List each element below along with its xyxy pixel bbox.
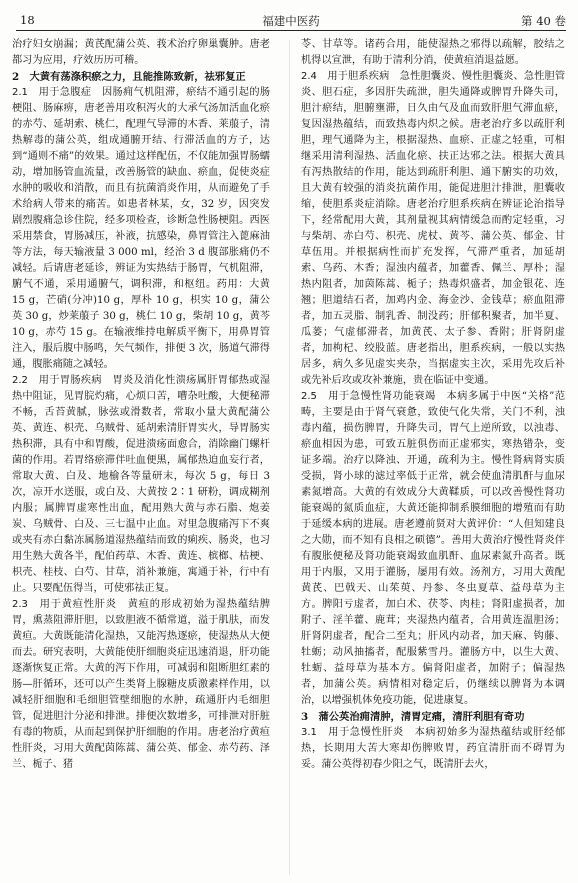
journal-title: 福建中医药 — [262, 14, 320, 28]
subsection-title: 用于急慢性肾功能衰竭 — [328, 391, 436, 402]
subsection-text: 胃炎及消化性溃疡属肝胃郁热或湿热中阻证，见胃脘灼痛，心烦口苦，嘈杂吐酸，大便秘滞不畅，舌苔黄腻，脉弦或滑数者，常取小量大黄配蒲公英、黄连、枳壳、乌贼骨、延胡索清肝胃实火，导胃肠实热积滞，具有中和胃酸，促进溃疡面愈合，消除幽门螺杆菌的作用。若胃络瘀滞伴吐血便黑，属郁热迫血妄行者，常取大黄、白及、地榆各等量研末，每次 5 g，每日 3 次，凉开水送服，或白及、大黄按 2∶1 研粉，调成糊剂内服；属脾胃虚寒性出血，配用熟大黄与赤石脂、炮姜炭、乌贼骨、白及、三七温中止血。对里急腹痛泻下不爽或夹有赤白黏冻属肠道湿热蕴结而致的痢疾、肠炎，也习用生熟大黄各半，配伯药草、木香、黄连、槟榔、枯梗、枳壳、桂枝、白芍、甘草，消补兼施，寓通于补，行中有止。只要配伍得当，可使邪祛正复。 — [12, 375, 271, 594]
section-2-title: 2 大黄有荡涤积瘀之力，且能推陈致新，祛邪复正 — [12, 71, 246, 83]
page-number: 18 — [20, 13, 35, 27]
intro-paragraph: 治疗妇女崩漏；黄芪配蒲公英、莪术治疗卵巢囊肿。唐老都习为应用，疗效历历可稽。 — [12, 39, 270, 66]
subsection-number: 3.1 — [301, 727, 317, 738]
subsection-2-4 — [301, 69, 565, 389]
subsection-title: 用于胃肠疾病 — [38, 375, 102, 386]
subsection-number: 2.5 — [301, 391, 317, 402]
section-3-title: 3 蒲公英治痈清肿，清胃定痛，清肝利胆有奇功 — [301, 711, 525, 723]
subsection-text: 本病多属于中医“关格”范畴，主要是由于肾气衰惫，致使气化失常，关门不利，浊毒内蕴，损伤脾胃，升降失司，胃气上逆所致，以浊毒、瘀血相因为患，可致五脏俱伤而正虚邪实，寒热错杂，变证多端。治疗以降浊、开通，疏利为主。慢性肾病肾实质受损，肾小球的滤过率低于正常，就会使血清肌酐与血尿素氮增高。大黄的有效成分大黄鞣质，可以改善慢性肾功能衰竭的氮质血症，大黄还能抑制系膜细胞的增殖而有助于延缓本病的进展。唐老遵前贤对大黄评价：“人但知建良之大勋，而不知有良相之硕德”。善用大黄治疗慢性肾炎伴有腹胀便秘及肾功能衰竭致血肌酐、血尿素氮升高者。既用于内服，又用于灌肠，屡用有效。汤剂方，习用大黄配黄芪、巴戟天、山茱萸、丹参、冬虫夏草、益母草为主方。脾阳亏虚者，加白术、茯苓、肉桂；肾阳虚损者，加附子、淫羊藿、鹿茸；夹湿热内蕴者，合用黄连温胆汤；肝肾阴虚者，配合二至丸；肝风内动者，加天麻、钩藤、牡蛎；动风抽搐者，配服紫雪丹。灌肠方中，以生大黄、牡蛎、益母草为基本方。偏肾阳虚者，加附子；偏湿热者，加蒲公英。病情相对稳定后，仍继续以脾肾为本调治，以增强机体免疫功能，促进康复。 — [301, 391, 566, 706]
subsection-text: 因肠痈气机阻滞，瘀结不通引起的肠梗阻、肠麻痹，唐老善用攻积泻火的大承气汤加活血化瘀的赤芍、延胡索、桃仁，配理气导滞的木香、莱菔子，清热解毒的蒲公英，组成通腑开结、行滞活血的方子，达到“通则不痛”的效果。通过这样配伍，不仅能加强胃肠蠕动，增加肠管血流量，改善肠管的缺血、瘀血，促使炎症水肿的吸收和消散，而且有抗菌消炎作用，从而避免了手术给病人带来的痛苦。如患者林某，女，32 岁，因突发剧烈腹痛急诊住院，经多项检查，诊断急性肠梗阻。西医采用禁食，胃肠减压，补液，抗感染，鼻胃管注入蓖麻油等方法，每天输液量 3 000 ml，经治 3 d 腹部胀痛仍不减轻。后请唐老延诊，辨证为实热结于肠胃，气机阻滞，腑气不通，采用通腑气，调积滞，和枢纽。药用：大黄 15 g，芒硝(分冲)10 g，厚朴 10 g，枳实 10 g，蒲公英 30 g，炒莱菔子 30 g，桃仁 10 g，柴胡 10 g，黄芩 10 g，赤芍 15 g。在输液维持电解质平衡下，用鼻胃管注入，服后腹中肠鸣，矢气频作，排便 3 次，肠道气滞得通，腹胀痛随之减轻。 — [12, 87, 271, 370]
subsection-number: 2.1 — [12, 87, 28, 98]
subsection-title: 用于胆系疾病 — [327, 71, 390, 82]
subsection-text: 急性胆囊炎、慢性胆囊炎、急性胆管炎、胆石症，多因肝失疏泄，胆失通降或脾胃升降失司，胆汁瘀结，胆腑壅滞，日久由气及血而致肝胆气滞血瘀，复因湿热蕴结，而致热毒内炽之候。唐老治疗多以疏肝利胆，理气通降为主，根据湿热、血瘀、正虚之轻重，可相继采用清利湿热、活血化瘀、扶正达邪之法。根据大黄具有泻热散结的作用，能达到疏肝利胆、通下腑实的功效，且大黄有较强的消炎抗菌作用，能促进胆汁排泄，胆囊收缩，使胆系炎症消除。唐老治疗胆系疾病在辨证论治指导下，经常配用大黄，其剂量视其病情缓急而酌定轻重，习与柴胡、赤白芍、枳壳、虎杖、黄芩、蒲公英、郁金、甘草伍用。并根据病性而扩充发挥，气滞严重者，加延胡索、乌药、木香；湿浊内蕴者，加藿香、佩兰、厚朴；湿热内阻者，加茵陈蒿、栀子；热毒炽盛者，加金银花、连翘；胆道结石者，加鸡内金、海金沙、金钱草；瘀血阻滞者，加五灵脂、制乳香、制没药；肝郁积聚者，加半夏、瓜蒌；气虚郁滞者，加黄芪、太子参、香附；肝肾阴虚者，加枸杞、绞股蓝。唐老指出，胆系疾病，一般以实热居多，病久多见虚实夹杂，当据虚实主次，采用先攻后补或先补后攻或攻补兼施，贵在临证中变通。 — [301, 71, 566, 386]
issue-number: 第 40 卷 — [521, 14, 566, 28]
subsection-text: 本病初始多为湿热蕴结或肝经郁热，长期用大苦大寒却伤脾败胃，药宜清肝而不碍胃为妥。蒲公英得初春少阳之气，既清肝去火， — [301, 727, 566, 770]
subsection-2-3 — [12, 597, 270, 773]
left-column — [12, 37, 270, 773]
subsection-number: 2.4 — [301, 71, 317, 82]
page-header — [16, 9, 566, 31]
subsection-number: 2.2 — [12, 375, 28, 386]
subsection-text: 黄疸的形成初始为湿热蕴结脾胃，熏蒸阻滞肝胆，以致胆液不循常道，溢于肌肤，而发黄疸。大黄既能清化湿热，又能泻热逐瘀，使湿热从大便而去。研究表明，大黄能使肝细胞炎症迅速消退，肝功能逐渐恢复正常。大黄的泻下作用，可减弱和阻断胆红素的肠—肝循环，还可以产生类肾上腺糖皮质激素样作用，以减轻肝细胞和毛细胆管壁细胞的水肿，疏通肝内毛细胆管，促进胆汁分泌和排泄。排便次数增多，可排泄对肝脏有毒的物质，从而起到保护肝细胞的作用。唐老治疗黄疸性肝炎，习用大黄配茵陈蒿、蒲公英、郁金、赤芍药、泽兰、栀子、猪 — [12, 599, 271, 770]
subsection-title: 用于急慢性肝炎 — [328, 727, 404, 738]
subsection-3-1 — [301, 725, 565, 773]
subsection-title: 用于黄疸性肝炎 — [39, 599, 117, 610]
column-gutter — [289, 40, 290, 875]
subsection-2-1 — [12, 85, 270, 373]
subsection-number: 2.3 — [12, 599, 28, 610]
subsection-title: 用于急腹症 — [38, 87, 92, 98]
continued-paragraph: 苓、甘草等。诸药合用，能使湿热之邪得以疏解，胶结之机得以宣泄，有助于清利分消，使黄疸消退益愿。 — [301, 39, 565, 66]
subsection-2-5 — [301, 389, 565, 709]
subsection-2-2 — [12, 373, 270, 597]
header-rule — [16, 30, 566, 31]
right-column — [301, 37, 565, 773]
